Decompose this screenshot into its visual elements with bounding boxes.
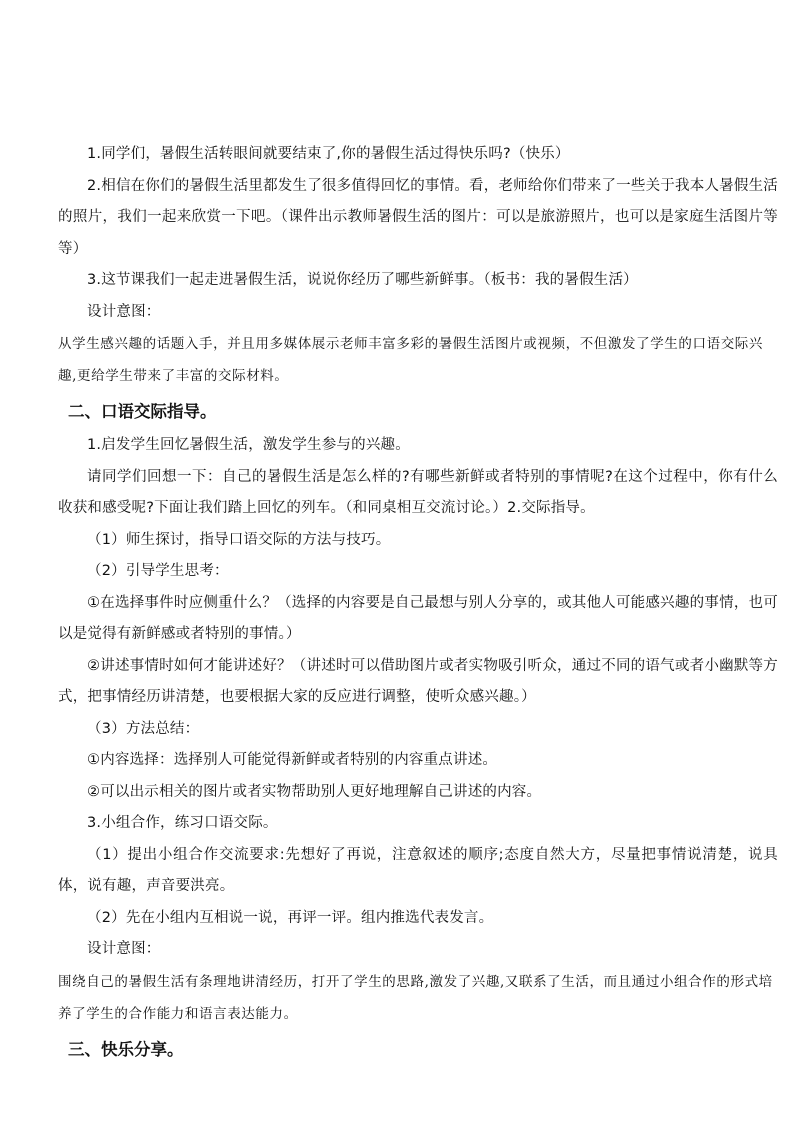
paragraph-6: 请同学们回想一下：自己的暑假生活是怎么样的?有哪些新鲜或者特别的事情呢?在这个过程中，你有什么收获和感受呢?下面让我们踏上回忆的列车。（和同桌相互交流讨论。）2.交际指导。 [58, 468, 778, 516]
document-body [58, 139, 778, 1068]
design-intent-label: 设计意图： [87, 303, 161, 320]
design-intent-text-2: 围绕自己的暑假生活有条理地讲清经历，打开了学生的思路,激发了兴趣,又联系了生活，而且通过小组合作的形式培养了学生的合作能力和语言表达能力。 [58, 973, 773, 1022]
paragraph-1: 1.同学们，暑假生活转眼间就要结束了,你的暑假生活过得快乐吗?（快乐） [87, 146, 570, 162]
paragraph-16: （2）先在小组内互相说一说，再评一评。组内推选代表发言。 [87, 909, 494, 926]
paragraph-9: ①在选择事件时应侧重什么？（选择的内容要是自己最想与别人分享的，或其他人可能感兴趣的事情，也可以是觉得有新鲜感或者特别的事情。） [58, 594, 778, 642]
design-intent-label-2: 设计意图： [87, 941, 161, 957]
paragraph-14: 3.小组合作，练习口语交际。 [87, 815, 278, 831]
section-heading-2: 二、口语交际指导。 [68, 402, 217, 421]
section-heading-3: 三、快乐分享。 [68, 1039, 184, 1059]
paragraph-13: ②可以出示相关的图片或者实物帮助别人更好地理解自己讲述的内容。 [87, 783, 542, 800]
paragraph-11: （3）方法总结： [87, 720, 200, 737]
paragraph-12: ①内容选择：选择别人可能觉得新鲜或者特别的内容重点讲述。 [87, 752, 498, 768]
paragraph-3: 3.这节课我们一起走进暑假生活，说说你经历了哪些新鲜事。（板书：我的暑假生活） [87, 272, 638, 288]
paragraph-2: 2.相信在你们的暑假生活里都发生了很多值得回忆的事情。看，老师给你们带来了一些关于我本人暑假生活的照片，我们一起来欣赏一下吧。（课件出示教师暑假生活的图片：可以是旅游照片，也可以是家庭生活图片等等） [58, 177, 778, 257]
paragraph-15: （1）提出小组合作交流要求:先想好了再说，注意叙述的顺序;态度自然大方，尽量把事情说清楚，说具体，说有趣，声音要洪亮。 [58, 846, 778, 894]
paragraph-7: （1）师生探讨，指导口语交际的方法与技巧。 [87, 531, 391, 548]
paragraph-10: ②讲述事情时如何才能讲述好？（讲述时可以借助图片或者实物吸引听众，通过不同的语气或者小幽默等方式，把事情经历讲清楚，也要根据大家的反应进行调整，使听众感兴趣。） [58, 657, 778, 705]
paragraph-5: 1.启发学生回忆暑假生活，激发学生参与的兴趣。 [87, 437, 410, 453]
paragraph-8: （2）引导学生思考： [87, 563, 229, 579]
design-intent-text: 从学生感兴趣的话题入手，并且用多媒体展示老师丰富多彩的暑假生活图片或视频，不但激发了学生的口语交际兴趣,更给学生带来了丰富的交际材料。 [58, 336, 763, 384]
